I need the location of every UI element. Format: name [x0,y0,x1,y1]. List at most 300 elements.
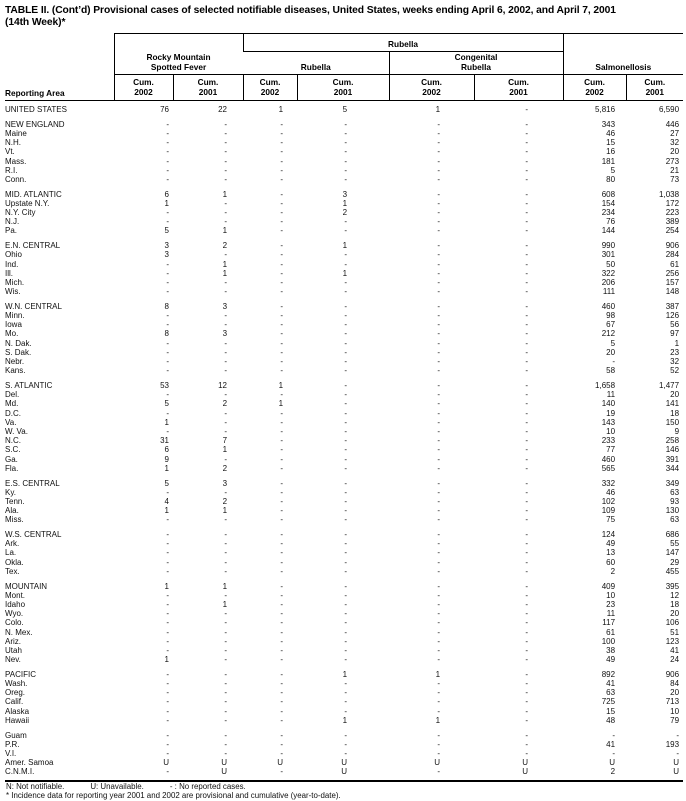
reporting-area-label: Ind. [5,259,19,269]
cell-value: - [224,487,228,497]
cell-value: - [344,390,348,400]
cell-value: - [224,128,228,138]
cell-value: - [437,408,441,418]
cell-value: - [280,566,284,576]
cell-value: - [437,436,441,446]
reporting-area-label: N.J. [5,217,20,227]
cell-value: - [166,259,169,269]
table-row [5,199,683,208]
reporting-area-label: Ariz. [5,636,21,646]
cell-value: 60 [606,557,616,567]
cell-value: 49 [606,655,616,665]
cell-value: - [280,138,284,148]
cell-value: 55 [670,539,680,549]
cell-value: 20 [670,609,680,619]
cell-value: - [344,739,348,749]
cell-value: - [525,679,529,689]
cell-value: - [280,548,284,558]
footnote-no-reported-cases: - : No reported cases. [169,781,246,791]
cell-value: - [344,566,348,576]
cell-value: 1 [164,463,169,473]
reporting-area-label: Maine [5,128,27,138]
cell-value: 1 [278,380,284,390]
cell-value: - [224,739,228,749]
cell-value: - [437,217,441,227]
cell-value: - [437,590,441,600]
cell-value: 3 [164,241,169,251]
cell-value: - [224,217,228,227]
reporting-area-label: Md. [5,399,19,409]
reporting-area-label: C.N.M.I. [5,767,35,777]
cell-value: - [437,478,441,488]
reporting-area-label: Ky. [5,487,16,497]
table-row [5,464,683,473]
cell-value: - [166,749,169,758]
cell-value: - [344,259,348,269]
cell-value: - [344,539,348,549]
cell-value: 1,477 [659,380,680,390]
cell-value: - [344,515,348,525]
cell-value: - [280,496,284,506]
cell-value: - [224,347,228,357]
cell-value: - [344,287,348,297]
cell-value: - [344,590,348,600]
cell-value: - [224,715,228,725]
table-row [5,399,683,408]
cell-value: 147 [665,548,680,558]
cell-value: 1 [342,198,348,208]
cell-value: 124 [601,530,616,540]
cell-value: - [344,548,348,558]
table-row [5,418,683,427]
reporting-area-label: E.N. CENTRAL [5,241,61,251]
reporting-area-label: MID. ATLANTIC [5,189,62,199]
cell-value: - [224,147,228,157]
reporting-area-label: Tex. [5,566,20,576]
cell-value: - [280,715,284,725]
cell-value: - [344,627,348,637]
cell-value: - [224,636,228,646]
reporting-area-label: Minn. [5,311,25,321]
cell-value: - [280,347,284,357]
cell-value: - [166,347,169,357]
cell-value: - [525,715,529,725]
footnote-not-notifiable: N: Not notifiable. [6,781,65,791]
notifiable-diseases-table [5,33,683,777]
cell-value: 1 [435,105,441,114]
cell-value: 141 [665,399,680,409]
cell-value: - [525,156,529,166]
cell-value: - [166,357,169,367]
cell-value: - [344,147,348,157]
table-row [5,445,683,454]
cell-value: 460 [601,301,616,311]
cell-value: - [525,105,529,114]
table-row [5,366,683,375]
reporting-area-label: Idaho [5,599,26,609]
reporting-area-label: Wis. [5,287,21,297]
cell-value: - [166,715,169,725]
cell-value: 109 [601,506,616,516]
cell-value: - [280,357,284,367]
cell-value: - [166,688,169,698]
cell-value: - [525,311,529,321]
cell-value: 5 [610,338,616,348]
cell-value: 52 [670,366,680,376]
cell-value: 32 [670,357,680,367]
cell-value: - [166,645,169,655]
table-row [5,236,683,251]
cell-value: - [166,697,169,707]
cell-value: - [525,506,529,516]
cell-value: - [525,636,529,646]
cell-value: 5 [610,165,616,175]
cell-value: - [280,268,284,278]
cell-value: - [525,366,529,376]
cell-value: - [437,301,441,311]
cell-value: - [525,463,529,473]
cell-value: - [224,515,228,525]
table-row [5,226,683,235]
cell-value: - [280,128,284,138]
cell-value: - [525,599,529,609]
cell-value: 1 [222,581,228,591]
reporting-area-label: Tenn. [5,496,25,506]
table-row [5,208,683,217]
cell-value: - [525,530,529,540]
cell-value: - [676,730,680,740]
cell-value: - [166,767,169,777]
cell-value: 725 [601,697,616,707]
cell-value: - [224,706,228,716]
reporting-area-label: Calif. [5,697,24,707]
cell-value: 51 [670,627,680,637]
cell-value: 75 [606,515,616,525]
cell-value: 8 [164,329,169,339]
cell-value: - [224,730,228,740]
cell-value: 38 [606,645,616,655]
cell-value: - [437,189,441,199]
cell-value: - [344,645,348,655]
reporting-area-label: Va. [5,417,17,427]
cell-value: - [224,277,228,287]
footnote-unavailable: U: Unavailable. [90,781,144,791]
cell-value: 10 [606,427,616,436]
table-row [5,740,683,749]
cell-value: 2 [222,241,228,251]
cell-value: - [166,487,169,497]
cell-value: - [437,739,441,749]
cell-value: - [437,226,441,236]
col-group-rocky-mountain-spotted-fever [114,34,243,75]
cell-value: 46 [606,128,616,138]
cell-value: - [344,599,348,609]
table-row [5,296,683,311]
table-row [5,311,683,320]
cell-value: 906 [665,241,680,251]
cell-value: 223 [665,208,680,218]
cell-value: - [224,618,228,628]
cell-value: - [344,427,348,436]
cell-value: 1 [342,241,348,251]
cell-value: - [280,530,284,540]
table-row [5,157,683,166]
cell-value: 5 [164,399,169,409]
cell-value: 1 [164,581,169,591]
cell-value: - [437,399,441,409]
cell-value: 1 [222,506,228,516]
cell-value: - [166,557,169,567]
table-row [5,707,683,716]
table-row [5,217,683,226]
cell-value: 49 [606,539,616,549]
cell-value: 1 [222,226,228,236]
cell-value: 234 [601,208,616,218]
cell-value: 9 [674,427,680,436]
cell-value: 98 [606,311,616,321]
cell-value: - [280,539,284,549]
cell-value: 1 [222,599,228,609]
cell-value: - [166,730,169,740]
cell-value: 41 [606,739,616,749]
reporting-area-label: Miss. [5,515,24,525]
cell-value: 80 [606,174,616,184]
reporting-area-label: Kans. [5,366,26,376]
reporting-area-label: Colo. [5,618,24,628]
cell-value: - [344,329,348,339]
cell-value: 16 [606,147,616,157]
cell-value: - [525,688,529,698]
cell-value: - [437,427,441,436]
reporting-area-label: W.S. CENTRAL [5,530,62,540]
table-row [5,567,683,576]
col-group-salmonellosis: Salmonellosis [563,34,683,75]
cell-value: 181 [601,156,616,166]
cell-value: 154 [601,198,616,208]
cell-value: - [344,311,348,321]
table-row [5,646,683,655]
cell-value: - [437,320,441,330]
reporting-area-label: N.H. [5,138,21,148]
cell-value: 2 [222,463,228,473]
cell-value: - [344,496,348,506]
reporting-area-label: Mich. [5,277,25,287]
cell-value: 1 [164,198,169,208]
cell-value: - [224,548,228,558]
cell-value: 15 [606,706,616,716]
cell-value: - [280,311,284,321]
table-header [5,34,683,101]
reporting-area-label: Hawaii [5,715,30,725]
cell-value: 106 [665,618,680,628]
cell-value: - [166,311,169,321]
cell-value: U [341,758,348,768]
cell-value: 6 [164,189,169,199]
reporting-area-label: S.C. [5,445,21,455]
cell-value: - [344,697,348,707]
table-row [5,716,683,725]
cell-value: 19 [606,408,616,418]
cell-value: - [437,599,441,609]
cell-value: 63 [606,688,616,698]
cell-value: 4 [164,496,169,506]
cell-value: - [280,156,284,166]
cell-value: - [280,655,284,665]
cell-value: - [525,189,529,199]
cell-value: - [437,749,441,758]
cell-value: - [437,548,441,558]
cell-value: 20 [670,147,680,157]
cell-value: - [525,259,529,269]
table-row [5,175,683,184]
table-row [5,455,683,464]
cell-value: - [437,156,441,166]
cell-value: - [344,679,348,689]
col-header-salmonellosis-cum-2002: Cum. 2002 [563,75,626,101]
cell-value: 322 [601,268,616,278]
cell-value: 32 [670,138,680,148]
cell-value: - [166,539,169,549]
cell-value: - [280,636,284,646]
congenital-label-line1: Congenital [454,52,498,62]
table-row [5,548,683,557]
cell-value: - [437,645,441,655]
cell-value: - [344,128,348,138]
cell-value: - [280,119,284,129]
table-row [5,287,683,296]
cell-value: - [280,627,284,637]
reporting-area-label: Fla. [5,463,19,473]
cell-value: - [280,390,284,400]
table-title-line2: (14th Week)* [5,17,66,28]
cell-value: - [224,174,228,184]
cell-value: - [166,156,169,166]
cell-value: - [224,408,228,418]
cell-value: - [280,320,284,330]
reporting-area-label: Mo. [5,329,19,339]
table-title-line1: TABLE II. (Cont’d) Provisional cases of selected notifiable diseases, United States, weeks ending April 6, 2002, and April 7, 2001 [5,5,616,16]
cell-value: - [166,277,169,287]
cell-value: 67 [606,320,616,330]
cell-value: 1 [222,268,228,278]
cell-value: - [525,478,529,488]
table-row [5,591,683,600]
cell-value: 73 [670,174,680,184]
cell-value: - [437,311,441,321]
cell-value: - [280,174,284,184]
cell-value: - [437,679,441,689]
cell-value: 1 [278,399,284,409]
table-row [5,688,683,697]
reporting-area-label: Ohio [5,250,22,260]
table-row [5,697,683,706]
cell-value: - [280,366,284,376]
rmsf-label-line1: Rocky Mountain [146,52,211,62]
cell-value: - [344,706,348,716]
table-row [5,576,683,591]
cell-value: - [280,147,284,157]
cell-value: - [344,557,348,567]
cell-value: - [344,636,348,646]
congenital-label-line2: Rubella [461,61,492,72]
table-row [5,558,683,567]
cell-value: U [522,758,529,768]
col-header-rmsf-cum-2002: Cum. 2002 [114,75,173,101]
reporting-area-label: NEW ENGLAND [5,119,65,129]
cell-value: - [525,287,529,297]
cell-value: - [280,436,284,446]
cell-value: - [224,609,228,619]
cell-value: 284 [665,250,680,260]
cell-value: - [525,226,529,236]
cell-value: - [525,566,529,576]
cell-value: 46 [606,487,616,497]
reporting-area-label: Ala. [5,506,19,516]
cell-value: U [163,758,169,768]
cell-value: 1 [222,445,228,455]
cell-value: - [166,338,169,348]
cell-value: - [224,357,228,367]
table-row [5,250,683,259]
reporting-area-label: Conn. [5,174,27,184]
cell-value: - [166,669,169,679]
cell-value: - [525,250,529,260]
cell-value: - [437,119,441,129]
cell-value: - [525,277,529,287]
reporting-area-label: S. ATLANTIC [5,380,53,390]
cell-value: - [224,250,228,260]
table-row [5,278,683,287]
cell-value: - [525,208,529,218]
cell-value: - [437,147,441,157]
cell-value: - [280,241,284,251]
cell-value: - [280,329,284,339]
reporting-area-label: Vt. [5,147,15,157]
cell-value: - [525,454,529,464]
table-row [5,348,683,357]
cell-value: 9 [164,454,169,464]
cell-value: - [437,417,441,427]
cell-value: - [224,645,228,655]
cell-value: - [344,581,348,591]
cell-value: 146 [665,445,680,455]
cell-value: - [224,669,228,679]
cell-value: 130 [665,506,680,516]
reporting-area-label: Alaska [5,706,30,716]
cell-value: U [673,758,680,768]
cell-value: - [166,515,169,525]
cell-value: 565 [601,463,616,473]
table-row [5,339,683,348]
cell-value: - [224,366,228,376]
reporting-area-label: Iowa [5,320,22,330]
cell-value: - [224,119,228,129]
cell-value: 61 [670,259,680,269]
cell-value: - [280,767,284,777]
cell-value: - [280,165,284,175]
cell-value: - [344,165,348,175]
cell-value: - [437,268,441,278]
reporting-area-label: Okla. [5,557,24,567]
cell-value: - [224,539,228,549]
cell-value: - [280,645,284,655]
cell-value: 23 [670,347,680,357]
cell-value: - [166,366,169,376]
table-row [5,114,683,129]
reporting-area-header: Reporting Area [5,34,114,101]
cell-value: 212 [601,329,616,339]
cell-value: - [525,627,529,637]
